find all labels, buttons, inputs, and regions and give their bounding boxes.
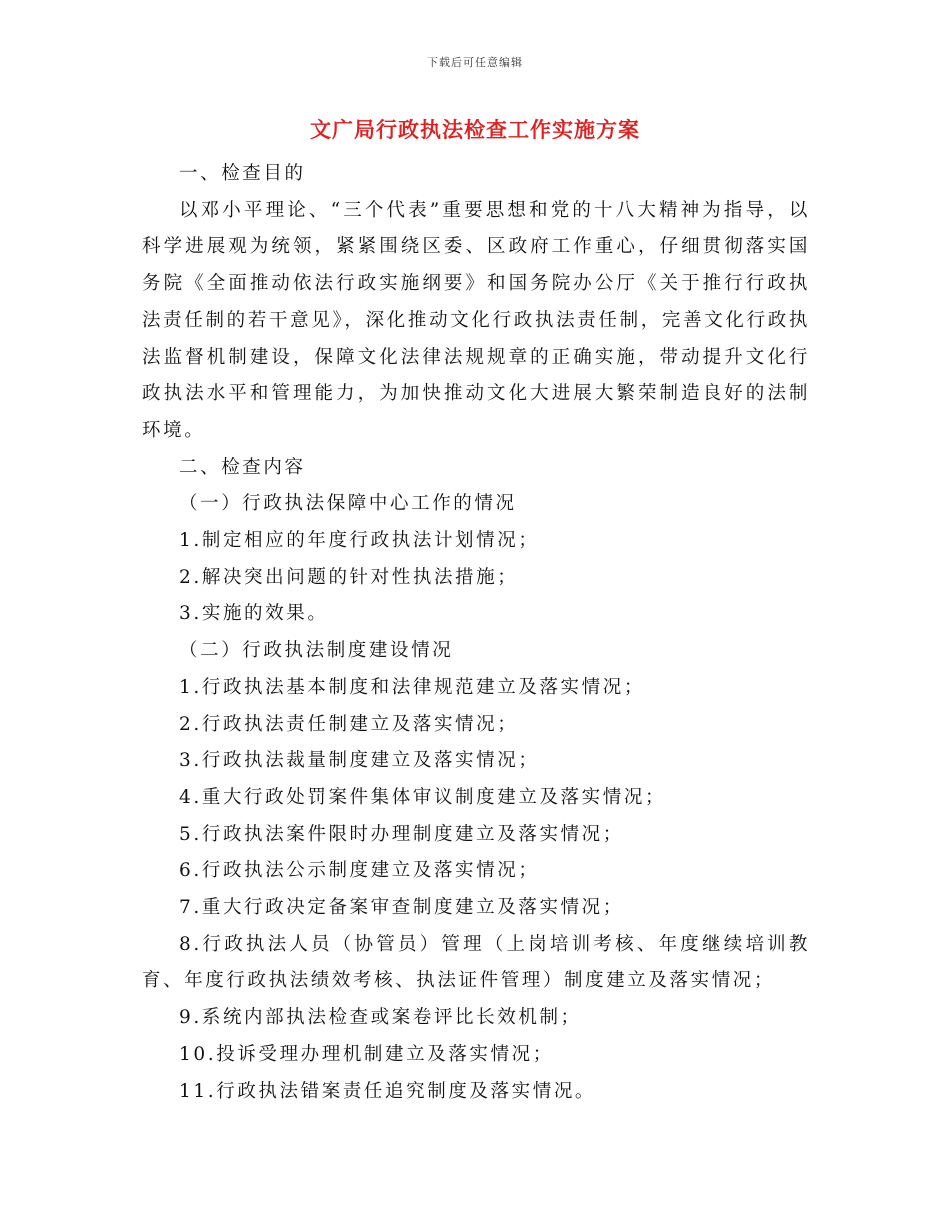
document-body — [142, 156, 810, 1110]
list-item: 3.行政执法裁量制度建立及落实情况； — [179, 750, 540, 772]
list-item: 9.系统内部执法检查或案卷评比长效机制； — [179, 1007, 582, 1029]
list-item: 6.行政执法公示制度建立及落实情况； — [179, 860, 540, 882]
list-item: 10.投诉受理办理机制建立及落实情况； — [179, 1043, 554, 1065]
list-item: 2.解决突出问题的针对性执法措施； — [179, 566, 519, 588]
list-item: 4.重大行政处罚案件集体审议制度建立及落实情况； — [179, 786, 667, 808]
subsection-heading-1: （一）行政执法保障中心工作的情况 — [179, 493, 517, 515]
list-item: 11.行政执法错案责任追究制度及落实情况。 — [179, 1080, 597, 1102]
list-item: 5.行政执法案件限时办理制度建立及落实情况； — [179, 823, 624, 845]
list-item: 2.行政执法责任制建立及落实情况； — [179, 713, 519, 735]
list-item: 1.制定相应的年度行政执法计划情况； — [179, 530, 540, 552]
page-header-note: 下载后可任意编辑 — [427, 56, 523, 69]
document-title: 文广局行政执法检查工作实施方案 — [310, 117, 640, 142]
section-heading-content: 二、检查内容 — [179, 456, 306, 478]
list-item: 3.实施的效果。 — [179, 603, 329, 625]
list-item: 1.行政执法基本制度和法律规范建立及落实情况； — [179, 676, 645, 698]
list-item: 8.行政执法人员（协管员）管理（上岗培训考核、年度继续培训教育、年度行政执法绩效考核、执法证件管理）制度建立及落实情况； — [142, 933, 810, 992]
subsection-heading-2: （二）行政执法制度建设情况 — [179, 640, 454, 662]
purpose-paragraph: 以邓小平理论、“三个代表”重要思想和党的十八大精神为指导，以科学进展观为统领，紧紧围绕区委、区政府工作重心，仔细贯彻落实国务院《全面推动依法行政实施纲要》和国务院办公厅《关于推行行政执法责任制的若干意见》，深化推动文化行政执法责任制，完善文化行政执法监督机制建设，保障文化法律法规规章的正确实施，带动提升文化行政执法水平和管理能力，为加快推动文化大进展大繁荣制造良好的法制环境。 — [142, 199, 810, 441]
list-item: 7.重大行政决定备案审查制度建立及落实情况； — [179, 897, 624, 919]
section-heading-purpose: 一、检查目的 — [179, 163, 306, 184]
